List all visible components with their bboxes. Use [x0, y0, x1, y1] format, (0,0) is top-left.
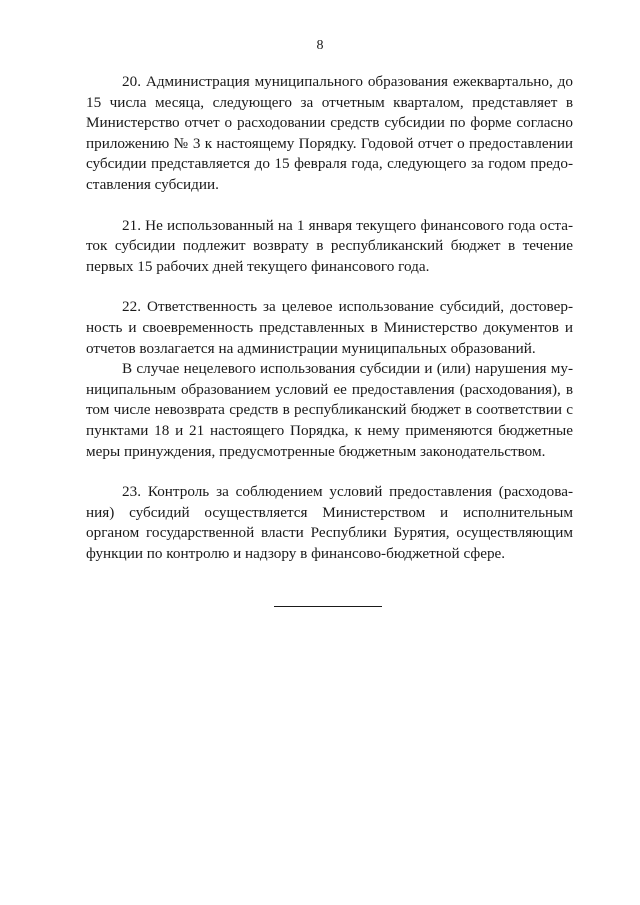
paragraph-gap [86, 462, 573, 482]
paragraph-23: 23. Контроль за соблюдением условий предоставления (расходования) субсидий осуществляется Министерством и исполнительным органом государственной власти Республики Бурятия, осуществляющим функции по контролю и надзору в финансово-бюджетной сфере. [86, 483, 573, 562]
paragraph-gap [86, 277, 573, 297]
end-separator-line [274, 606, 382, 607]
paragraph-22: 22. Ответственность за целевое использование субсидий, достоверность и своевременность представленных в Министерство документов и отчетов возлагается на администрации муниципальных образований. [86, 298, 573, 357]
paragraph-21: 21. Не использованный на 1 января текущего финансового года остаток субсидии подлежит возврату в республиканский бюджет в течение первых 15 рабочих дней текущего финансового года. [86, 216, 573, 275]
document-body [86, 72, 573, 564]
paragraph-20: 20. Администрация муниципального образования ежеквартально, до 15 числа месяца, следующего за отчетным кварталом, представляет в Министерство отчет о расходовании средств субсидии по форме согласно приложению № 3 к настоящему Порядку. Годовой отчет о предоставлении субсидии представляется до 15 февраля года, следующего за годом предоставления субсидии. [86, 73, 573, 193]
paragraph-22-continuation: В случае нецелевого использования субсидии и (или) нарушения муниципальным образованием условий ее предоставления (расходования), в том числе невозврата средств в республиканский бюджет в соответствии с пунктами 18 и 21 настоящего Порядка, к нему применяются бюджетные меры принуждения, предусмотренные бюджетным законодательством. [86, 360, 573, 460]
page-number: 8 [316, 38, 324, 53]
paragraph-gap [86, 196, 573, 216]
